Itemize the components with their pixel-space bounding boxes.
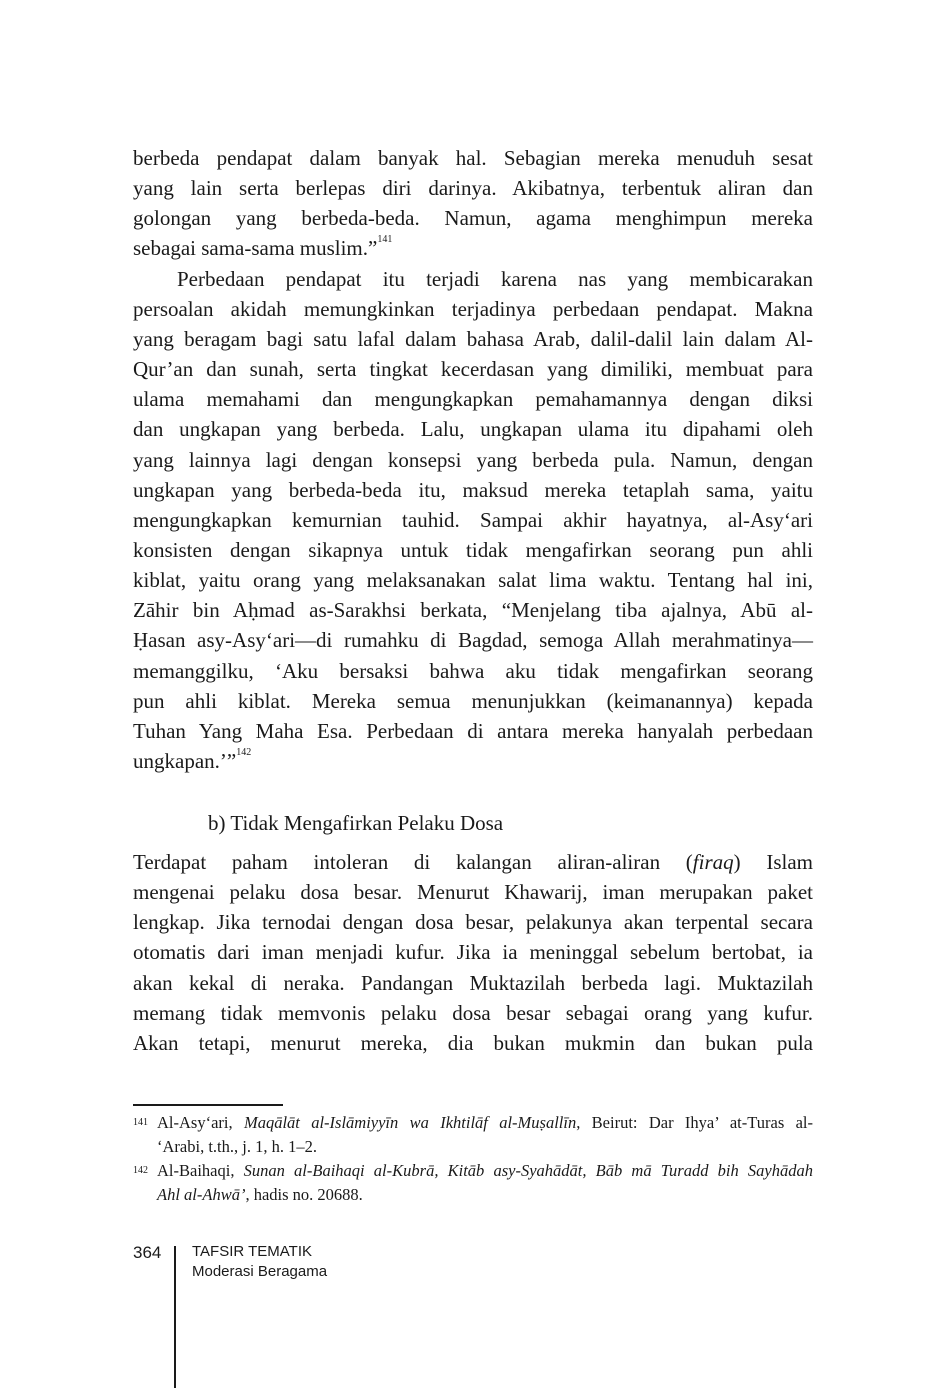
- text-line: persoalan akidah memungkinkan terjadinya perbedaan pendapat. Makna: [133, 296, 813, 321]
- text-line: sebagai sama-sama muslim.”$^{141}$: [133, 234, 393, 261]
- book-subtitle: Moderasi Beragama: [192, 1263, 328, 1280]
- footnote-line: Ahl al-Ahwā’, hadis no. 20688.: [157, 1185, 363, 1204]
- text-line: mengenai pelaku dosa besar. Menurut Khawarij, iman merupakan paket: [133, 880, 813, 905]
- footnote-line: ‘Arabi, t.th., j. 1, h. 1–2.: [157, 1137, 317, 1156]
- footnote-ref: 141: [377, 234, 393, 246]
- text-line: ungkapan yang berbeda-beda itu, maksud mereka tetaplah sama, yaitu: [133, 477, 813, 502]
- text-line: memanggilku, ‘Aku bersaksi bahwa aku tidak mengafirkan seorang: [133, 658, 813, 683]
- text-line: Akan tetapi, menurut mereka, dia bukan mukmin dan bukan pula: [133, 1030, 813, 1055]
- text-line: konsisten dengan sikapnya untuk tidak mengafirkan seorang pun ahli: [133, 537, 813, 562]
- text-line: otomatis dari iman menjadi kufur. Jika ia meninggal sebelum bertobat, ia: [133, 940, 813, 965]
- footnote-ref: 142: [236, 747, 252, 758]
- text-line: Ḥasan asy-Asy‘ari—di rumahku di Bagdad, semoga Allah merahmatinya—: [133, 628, 813, 653]
- text-line: mengungkapkan kemurnian tauhid. Sampai akhir hayatnya, al-Asy‘ari: [133, 507, 813, 532]
- footnote-number: 142: [133, 1165, 148, 1176]
- footer-divider: [174, 1246, 176, 1388]
- text-line: akan kekal di neraka. Pandangan Muktazilah berbeda lagi. Muktazilah: [133, 970, 813, 995]
- section-heading: b) Tidak Mengafirkan Pelaku Dosa: [208, 811, 504, 835]
- text-line: Qur’an dan sunah, serta tingkat kecerdasan yang dimiliki, membuat para: [133, 357, 813, 382]
- text-line: yang lainnya lagi dengan konsepsi yang berbeda pula. Namun, dengan: [133, 447, 813, 472]
- footnote-line: Al-Baihaqi, Sunan al-Baihaqi al-Kubrā, Kitāb asy-Syahādāt, Bāb mā Turadd bih Sayhādah: [157, 1161, 813, 1180]
- footnote-number: 141: [133, 1117, 148, 1128]
- footnote-line: Al-Asy‘ari, Maqālāt al-Islāmiyyīn wa Ikhtilāf al-Muṣallīn, Beirut: Dar Ihya’ at-Turas al-: [157, 1113, 813, 1132]
- page-number: 364: [133, 1243, 162, 1262]
- book-title: TAFSIR TEMATIK: [192, 1243, 313, 1260]
- text-line: Tuhan Yang Maha Esa. Perbedaan di antara mereka hanyalah perbedaan: [133, 718, 813, 743]
- text-line: Terdapat paham intoleran di kalangan aliran-aliran (firaq) Islam: [133, 850, 813, 874]
- text-line: memang tidak memvonis pelaku dosa besar sebagai orang yang kufur.: [133, 1000, 813, 1025]
- text-line: ungkapan.’”$^{142}$: [133, 747, 252, 773]
- running-footer: [192, 1242, 327, 1282]
- text-line: berbeda pendapat dalam banyak hal. Sebagian mereka menuduh sesat: [133, 146, 813, 170]
- text-line: ulama memahami dan mengungkapkan pemahamannya dengan diksi: [133, 387, 813, 412]
- text-line: Perbedaan pendapat itu terjadi karena nas yang membicarakan: [177, 266, 813, 291]
- text-line: lengkap. Jika ternodai dengan dosa besar, pelakunya akan terpental secara: [133, 910, 813, 935]
- text-line: golongan yang berbeda-beda. Namun, agama menghimpun mereka: [133, 206, 813, 231]
- text-line: Zāhir bin Aḥmad as-Sarakhsi berkata, “Menjelang tiba ajalnya, Abū al-: [133, 598, 813, 623]
- text-line: yang lain serta berlepas diri darinya. Akibatnya, terbentuk aliran dan: [133, 176, 813, 201]
- text-line: dan ungkapan yang berbeda. Lalu, ungkapan ulama itu dipahami oleh: [133, 417, 813, 442]
- text-line: kiblat, yaitu orang yang melaksanakan salat lima waktu. Tentang hal ini,: [133, 568, 813, 593]
- text-line: yang beragam bagi satu lafal dalam bahasa Arab, dalil-dalil lain dalam Al-: [133, 326, 813, 351]
- text-line: pun ahli kiblat. Mereka semua menunjukkan (keimanannya) kepada: [133, 688, 813, 713]
- footnote-divider: [133, 1104, 283, 1106]
